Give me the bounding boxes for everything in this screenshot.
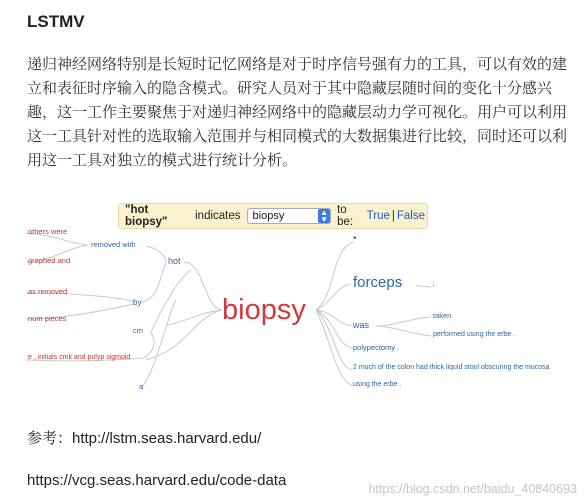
node-removed-with: removed with bbox=[91, 240, 136, 249]
link-by-biopsy bbox=[166, 310, 222, 325]
link-sigmoid-cm bbox=[144, 333, 154, 358]
link-was-taken bbox=[376, 317, 431, 326]
link-dot bbox=[316, 242, 354, 310]
node-initials: e , initials cmk and polyp sigmoid bbox=[28, 354, 131, 361]
node-hot: hot bbox=[168, 256, 181, 266]
node-dot: • bbox=[353, 233, 357, 244]
center-word-biopsy bbox=[222, 293, 306, 327]
term-select[interactable] bbox=[247, 208, 332, 224]
reference-2[interactable]: https://vcg.seas.harvard.edu/code-data bbox=[27, 472, 287, 489]
to-be-text: to be: bbox=[337, 204, 354, 228]
node-colon: 2 much of the colon had thick liquid stool obscuring the mucosa bbox=[353, 364, 550, 371]
link-colon bbox=[316, 310, 353, 370]
link-using-erbe bbox=[316, 310, 353, 386]
link-polypectomy bbox=[316, 310, 353, 348]
node-taken: taken bbox=[433, 311, 452, 320]
link-a bbox=[142, 300, 176, 387]
node-forceps: forceps bbox=[353, 274, 403, 291]
link-was-performed bbox=[376, 326, 431, 336]
node-cm: cm bbox=[133, 326, 143, 335]
link-removed-hot bbox=[146, 246, 166, 262]
link-by-hot bbox=[141, 263, 166, 302]
link-forceps bbox=[316, 284, 351, 310]
lstmvis-word-tree-figure bbox=[26, 200, 560, 398]
node-was: was bbox=[353, 320, 370, 330]
query-term: "hot biopsy" bbox=[125, 204, 168, 228]
term-select-value: biopsy bbox=[252, 210, 285, 222]
link-forceps-period bbox=[416, 286, 431, 287]
false-link[interactable]: False bbox=[396, 210, 425, 222]
article-paragraph: 递归神经网络特别是长短时记忆网络是对于时序信号强有力的工具，可以有效的建立和表征时序输入的隐含模式。研究人员对于其中隐藏层随时间的变化十分感兴趣，这一工作主要聚焦于对递归神经网络中的隐藏层动力学可视化。用户可以利用这一工具针对性的选取输入范围并与相同模式的大数据集进行比较，同时还可以利用这一工具对独立的模式进行统计分析。 bbox=[27, 55, 568, 169]
node-graphed-and: graphed and bbox=[28, 256, 71, 265]
node-num-pieces: num pieces bbox=[28, 314, 67, 323]
node-a: a bbox=[139, 382, 144, 391]
node-forceps-period: . bbox=[432, 278, 435, 289]
node-others-were: others were bbox=[28, 227, 68, 236]
separator: | bbox=[391, 210, 395, 222]
node-using-erbe: using the erbe . bbox=[353, 381, 402, 388]
node-by: by bbox=[133, 298, 142, 307]
updown-arrow-icon: ▲ ▼ bbox=[318, 209, 330, 223]
center-word-text: biopsy bbox=[222, 294, 306, 326]
node-polypectomy: polypectomy . bbox=[353, 343, 400, 352]
watermark: https://blog.csdn.net/baidu_40840693 bbox=[368, 482, 577, 496]
query-bar bbox=[118, 203, 428, 229]
link-hot-biopsy bbox=[184, 262, 222, 310]
true-link[interactable]: True bbox=[366, 210, 390, 222]
article-title: LSTMV bbox=[27, 12, 85, 31]
node-as-removed: as removed bbox=[28, 287, 68, 296]
node-performed: performed using the erbe . bbox=[433, 331, 516, 338]
reference-1: 参考：http://lstm.seas.harvard.edu/ bbox=[27, 430, 262, 447]
indicates-text: indicates bbox=[195, 210, 241, 222]
